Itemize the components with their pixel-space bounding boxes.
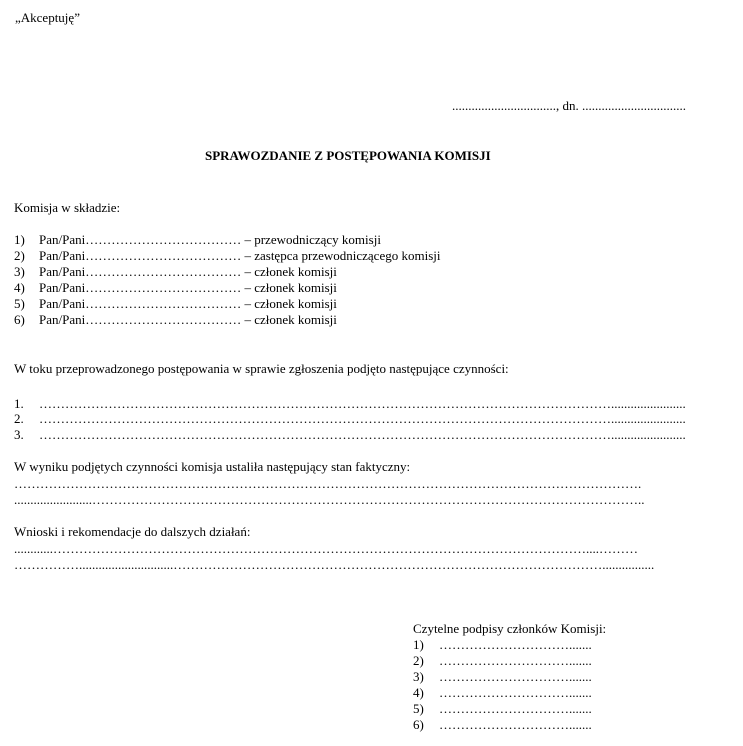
signature-dots: …………………………....... bbox=[439, 653, 592, 668]
signature-dots: …………………………....... bbox=[439, 685, 592, 700]
conclusions-line-1: ............……………………………………………………………………………………………………………....……… bbox=[14, 541, 638, 556]
member-number: 4) bbox=[14, 280, 25, 295]
signature-number: 4) bbox=[413, 685, 424, 700]
action-number: 2. bbox=[14, 411, 24, 426]
findings-line-1: ………………………………………………………………………………………………………………………………. bbox=[14, 476, 642, 491]
conclusions-line-2: …………….............................………………………………………………………………………………………................ bbox=[14, 557, 655, 572]
member-number: 2) bbox=[14, 248, 25, 263]
signature-number: 2) bbox=[413, 653, 424, 668]
signature-number: 3) bbox=[413, 669, 424, 684]
action-dots: ……………………………………………………………………………………………………………………....................... bbox=[39, 427, 686, 442]
signature-dots: …………………………....... bbox=[439, 717, 592, 732]
signature-number: 1) bbox=[413, 637, 424, 652]
signature-line-6 bbox=[413, 717, 592, 733]
signature-line-1 bbox=[413, 637, 592, 653]
signature-number: 6) bbox=[413, 717, 424, 732]
action-dots: ……………………………………………………………………………………………………………………....................... bbox=[39, 396, 686, 411]
action-number: 1. bbox=[14, 396, 24, 411]
signature-dots: …………………………....... bbox=[439, 701, 592, 716]
member-text: Pan/Pani……………………………… – zastępca przewodniczącego komisji bbox=[39, 248, 441, 263]
action-item-1 bbox=[14, 396, 709, 412]
action-item-3 bbox=[14, 427, 709, 443]
action-number: 3. bbox=[14, 427, 24, 442]
committee-member-2 bbox=[14, 248, 440, 264]
action-dots: ……………………………………………………………………………………………………………………....................... bbox=[39, 411, 686, 426]
findings-heading: W wyniku podjętych czynności komisja ustaliła następujący stan faktyczny: bbox=[14, 459, 411, 474]
signature-number: 5) bbox=[413, 701, 424, 716]
signature-line-2 bbox=[413, 653, 592, 669]
member-text: Pan/Pani……………………………… – członek komisji bbox=[39, 296, 337, 311]
member-text: Pan/Pani……………………………… – członek komisji bbox=[39, 264, 337, 279]
acceptance-label: „Akceptuję” bbox=[15, 10, 80, 25]
signatures-heading: Czytelne podpisy członków Komisji: bbox=[413, 621, 607, 636]
member-text: Pan/Pani……………………………… – członek komisji bbox=[39, 280, 337, 295]
committee-heading: Komisja w składzie: bbox=[14, 200, 121, 215]
member-number: 3) bbox=[14, 264, 25, 279]
committee-member-6 bbox=[14, 312, 337, 328]
findings-line-2: ........................……………………………………………………………………………………………………………….. bbox=[14, 492, 645, 507]
page-title: SPRAWOZDANIE Z POSTĘPOWANIA KOMISJI bbox=[205, 148, 491, 163]
committee-member-3 bbox=[14, 264, 337, 280]
actions-heading: W toku przeprowadzonego postępowania w sprawie zgłoszenia podjęto następujące czynności: bbox=[14, 361, 509, 376]
signature-line-3 bbox=[413, 669, 592, 685]
signature-dots: …………………………....... bbox=[439, 669, 592, 684]
member-number: 6) bbox=[14, 312, 25, 327]
signature-line-5 bbox=[413, 701, 592, 717]
conclusions-heading: Wnioski i rekomendacje do dalszych działań: bbox=[14, 524, 251, 539]
member-number: 5) bbox=[14, 296, 25, 311]
member-text: Pan/Pani……………………………… – członek komisji bbox=[39, 312, 337, 327]
committee-member-4 bbox=[14, 280, 337, 296]
signature-dots: …………………………....... bbox=[439, 637, 592, 652]
place-date-line: ................................, dn. ................................ bbox=[452, 98, 686, 113]
signature-line-4 bbox=[413, 685, 592, 701]
member-number: 1) bbox=[14, 232, 25, 247]
committee-member-1 bbox=[14, 232, 381, 248]
action-item-2 bbox=[14, 411, 709, 427]
member-text: Pan/Pani……………………………… – przewodniczący komisji bbox=[39, 232, 381, 247]
committee-member-5 bbox=[14, 296, 337, 312]
